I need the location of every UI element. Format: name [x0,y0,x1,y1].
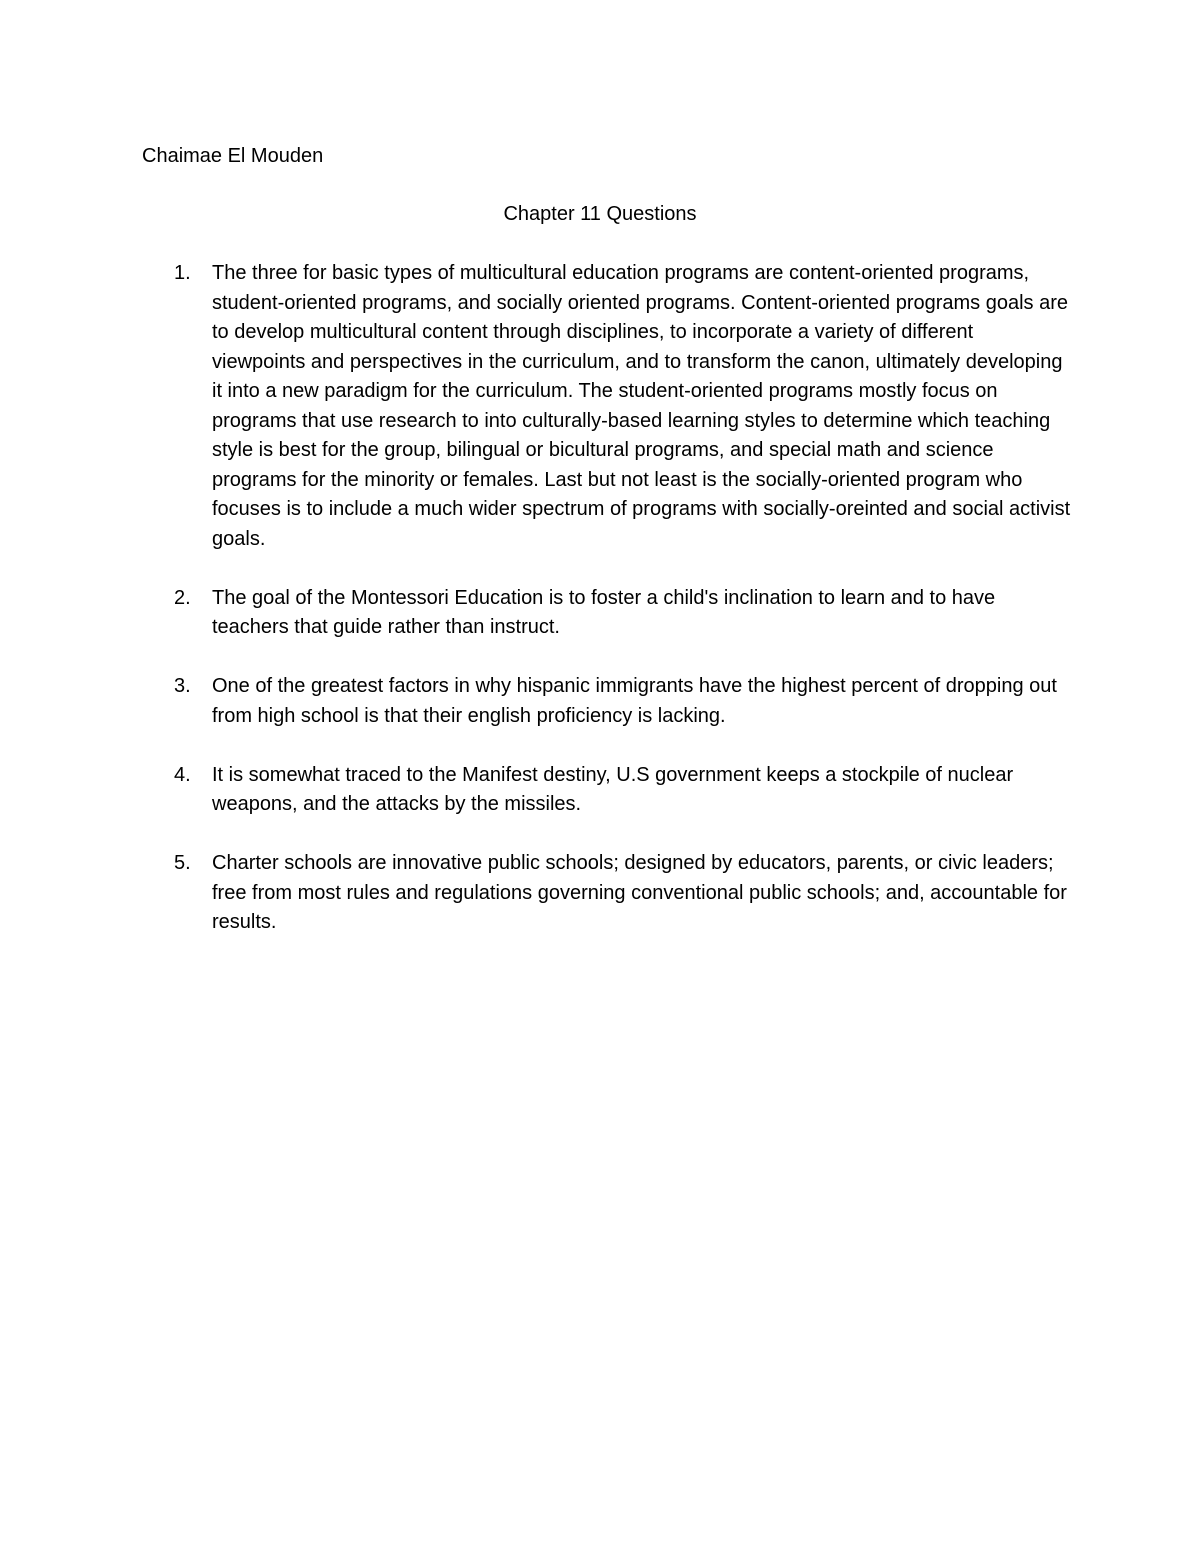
answer-item [142,761,1072,820]
answer-number: 2. [174,586,191,609]
answer-item [142,259,1072,554]
answer-item [142,672,1072,731]
answer-text: The three for basic types of multicultural education programs are content-oriented programs, student-oriented programs, and socially oriented programs. Content-oriented programs goals are to develop multicultural content through disciplines, to incorporate a variety of different viewpoints and perspectives in the curriculum, and to transform the canon, ultimately developing it into a new paradigm for the curriculum. The student-oriented programs mostly focus on programs that use research to into culturally-based learning styles to determine which teaching style is best for the group, bilingual or bicultural programs, and special math and science programs for the minority or females. Last but not least is the socially-oriented program who focuses is to include a much wider spectrum of programs with socially-oreinted and social activist goals. [212,262,1071,550]
answer-text: Charter schools are innovative public schools; designed by educators, parents, or civic leaders; free from most rules and regulations governing conventional public schools; and, accountable for results. [212,852,1067,933]
page-title: Chapter 11 Questions [503,203,697,225]
answer-list [142,259,1072,967]
answer-text: It is somewhat traced to the Manifest destiny, U.S government keeps a stockpile of nuclear weapons, and the attacks by the missiles. [212,763,1014,815]
author-name: Chaimae El Mouden [142,145,324,167]
answer-number: 4. [174,763,191,786]
answer-text: The goal of the Montessori Education is to foster a child's inclination to learn and to have teachers that guide rather than instruct. [212,586,996,638]
answer-text: One of the greatest factors in why hispanic immigrants have the highest percent of dropping out from high school is that their english proficiency is lacking. [212,675,1057,727]
answer-item [142,849,1072,938]
answer-number: 5. [174,852,191,874]
answer-number: 3. [174,675,191,697]
answer-number: 1. [174,262,191,284]
answer-item [142,584,1072,643]
